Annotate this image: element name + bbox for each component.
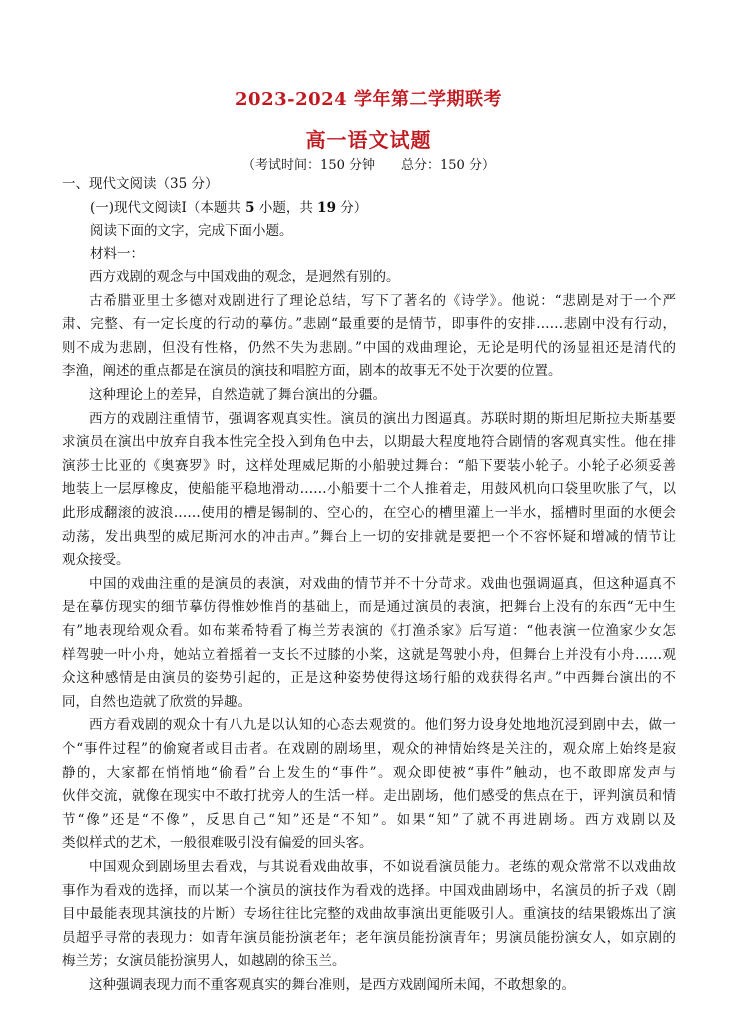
passage-line: 同，自然也造就了欣赏的异趣。 [62, 693, 251, 710]
passage-line: 有”地表现给观众看。如布莱希特看了梅兰芳表演的《打渔杀家》后写道：“他表演一位渔家少女怎 [62, 623, 676, 639]
passage-line: 地装上一层厚橡皮，使船能平稳地滑动……小船要十二个人推着走，用鼓风机向口袋里吹胀了气，以 [62, 481, 676, 498]
passage-line: 观众接受。 [62, 552, 130, 569]
sub-section-heading: (一)现代文阅读Ⅰ（本题共 5 小题，共 19 分） [90, 200, 368, 216]
passage-line: 目中最能表现其演技的片断）专场往往比完整的戏曲故事演出更能吸引人。重演技的结果锻炼出了演 [62, 906, 676, 923]
passage-line: 李渔，阐述的重点都是在演员的演技和唱腔方面，剧本的故事无不处于次要的位置。 [62, 363, 562, 380]
material-label: 材料一： [90, 246, 144, 262]
passage-line: 则不成为悲剧，但没有性格，仍然不失为悲剧。”中国的戏曲理论，无论是明代的汤显祖还是清代的 [62, 339, 676, 356]
passage-line: 静的，大家都在悄悄地“偷看”台上发生的“事件”。观众即使被“事件”触动，也不敢即席发声与 [62, 764, 676, 781]
passage-line: 西方戏剧的观念与中国戏曲的观念，是迥然有别的。 [89, 269, 400, 285]
passage-line: 事作为看戏的选择，而以某一个演员的演技作为看戏的选择。中国戏曲剧场中，名演员的折子戏（剧 [62, 882, 676, 899]
passage-line: 样驾驶一叶小舟，她站立着摇着一支长不过膝的小桨，这就是驾驶小舟，但舞台上并没有小舟……观 [62, 646, 676, 663]
passage-line: 员超乎寻常的表现力：如青年演员能扮演老年；老年演员能扮演青年；男演员能扮演女人，如京剧的 [62, 929, 676, 946]
passage-line: 中国观众到剧场里去看戏，与其说看戏曲故事，不如说看演员能力。老练的观众常常不以戏曲故 [89, 859, 676, 875]
passage-line: 这种强调表现力而不重客观真实的舞台准则，是西方戏剧闻所未闻，不敢想象的。 [89, 977, 575, 993]
passage-line: 西方看戏剧的观众十有八九是以认知的心态去观赏的。他们努力设身处地地沉浸到剧中去，做一 [89, 717, 676, 734]
passage-line: 个“事件过程”的偷窥者或目击者。在戏剧的剧场里，观众的神情始终是关注的，观众席上始终是寂 [62, 741, 676, 757]
passage-line: 肃、完整、有一定长度的行动的摹仿。”悲剧“最重要的是情节，即事件的安排……悲剧中没有行动， [62, 316, 676, 333]
passage-line: 这种理论上的差异，自然造就了舞台演出的分疆。 [89, 387, 386, 403]
exam-info: （考试时间：150 分钟 总分：150 分） [242, 158, 495, 173]
passage-line: 伙伴交流，就像在现实中不敢打扰旁人的生活一样。走出剧场，他们感受的焦点在于，评判演员和情 [62, 788, 676, 805]
passage-line: 中国的戏曲注重的是演员的表演，对戏曲的情节并不十分苛求。戏曲也强调逼真，但这种逼真不 [89, 575, 676, 592]
passage-line: 古希腊亚里士多德对戏剧进行了理论总结，写下了著名的《诗学》。他说：“悲剧是对于一个严 [89, 292, 676, 309]
exam-title: 2023-2024 学年第二学期联考 [235, 89, 502, 110]
passage-line: 演莎士比亚的《奥赛罗》时，这样处理威尼斯的小船驶过舞台：“船下要装小轮子。小轮子必须妥善 [62, 457, 676, 474]
passage-line: 动荡，发出典型的威尼斯河水的冲击声。”舞台上一切的安排就是要把一个不容怀疑和增减的情节让 [62, 528, 676, 545]
subject-title: 高一语文试题 [305, 128, 432, 152]
passage-line: 梅兰芳；女演员能扮演男人，如越剧的徐玉兰。 [62, 953, 346, 970]
instruction-text: 阅读下面的文字，完成下面小题。 [90, 223, 293, 239]
passage-line: 是在摹仿现实的细节摹仿得惟妙惟肖的基础上，而是通过演员的表演，把舞台上没有的东西“无中生 [62, 599, 676, 616]
passage-line: 西方的戏剧注重情节，强调客观真实性。演员的演出力图逼真。苏联时期的斯坦尼斯拉夫斯基要 [89, 410, 676, 427]
passage-line: 此形成翻滚的波浪……使用的槽是锡制的、空心的，在空心的槽里灌上一半水，摇槽时里面的水便会 [62, 505, 676, 521]
passage-line: 类似样式的艺术，一般很难吸引没有偏爱的回头客。 [62, 835, 373, 852]
passage-line: 众这种感情是由演员的姿势引起的，正是这种姿势使得这场行船的戏获得名声。”中西舞台演出的不 [62, 670, 676, 687]
passage-line: 求演员在演出中放弃自我本性完全投入到角色中去，以期最大程度地符合剧情的客观真实性。他在排 [62, 434, 676, 451]
section-heading: 一、现代文阅读（35 分） [62, 176, 219, 192]
passage-line: 节“像”还是“不像”，反思自己“知”还是“不知”。如果“知”了就不再进剧场。西方戏剧以及 [62, 811, 676, 828]
